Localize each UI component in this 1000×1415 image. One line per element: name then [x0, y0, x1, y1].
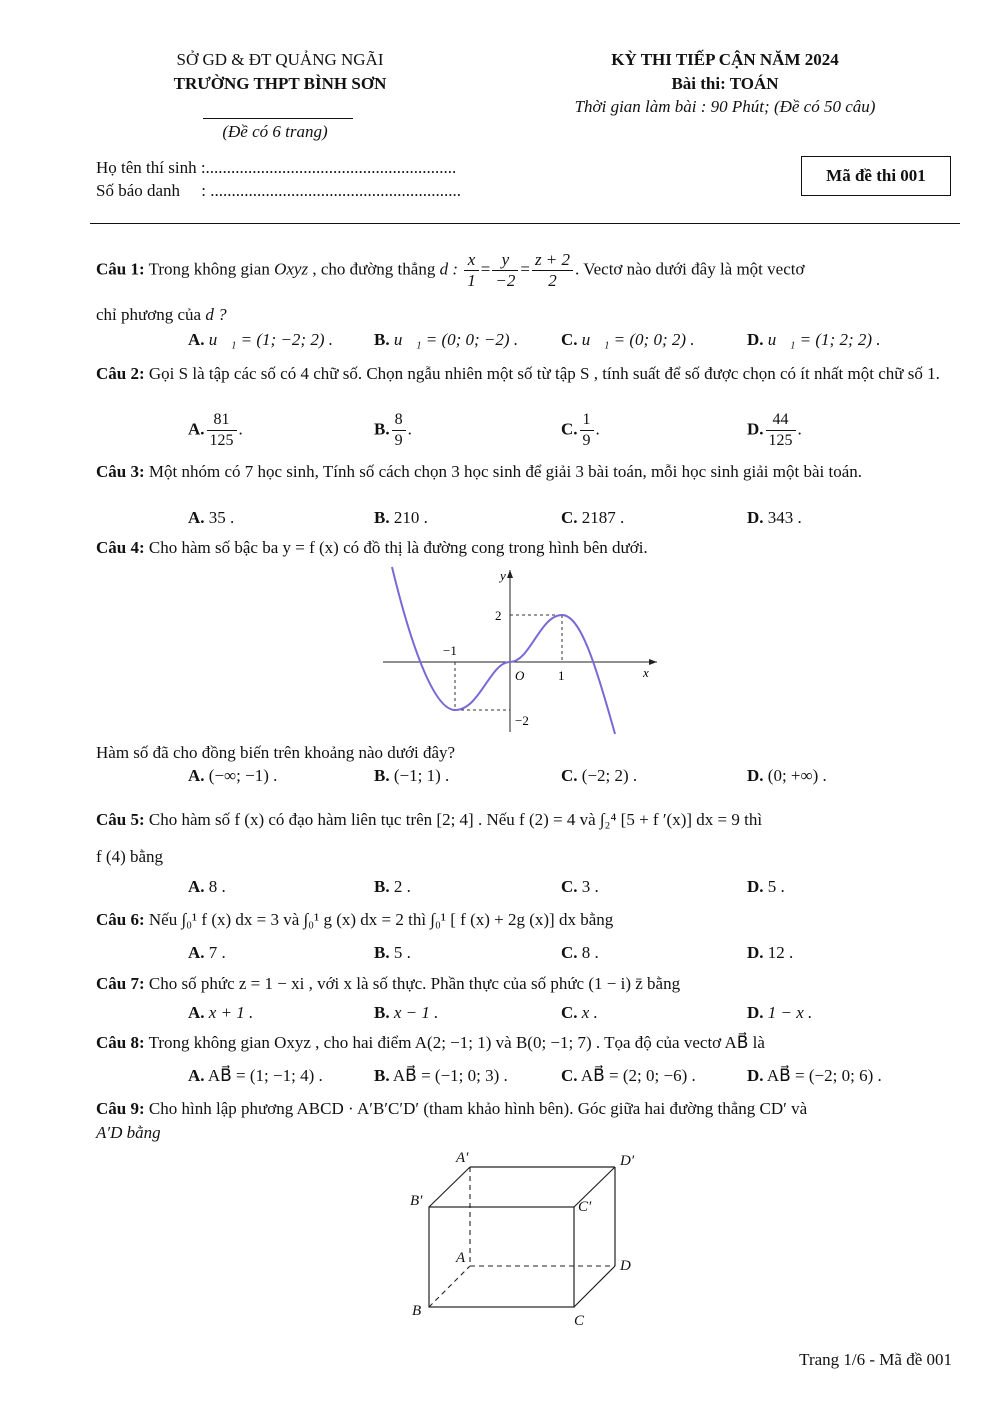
y-arrow-icon — [507, 570, 513, 578]
question-text: Nếu ∫₀¹ f (x) dx = 3 và ∫₀¹ g (x) dx = 2 thì ∫₀¹ [ f (x) + 2g (x)] dx bằng — [148, 910, 614, 929]
fraction: $\frac{z + 2}{2}$ — [532, 250, 573, 291]
question-text: Một nhóm có 7 học sinh, Tính số cách chọn 3 học sinh để giải 3 bài toán, mỗi học sinh giải một bài toán. — [148, 462, 863, 481]
question-label: Câu 6: — [96, 910, 145, 929]
x-arrow-icon — [649, 659, 657, 665]
question-9-line2: A′D bằng — [96, 1123, 161, 1142]
cube-figure — [400, 1145, 640, 1330]
x-label: x — [643, 665, 649, 680]
option-c[interactable]: C. AB⃗ = (2; 0; −6) . — [561, 1066, 696, 1085]
function-curve — [392, 567, 615, 734]
question-4 — [96, 536, 954, 559]
tick-2: 2 — [495, 608, 502, 623]
question-4-stem: Hàm số đã cho đồng biến trên khoảng nào dưới đây? — [96, 743, 456, 762]
cube-hidden-edge — [429, 1266, 470, 1307]
option-d[interactable]: D. (0; +∞) . — [747, 766, 827, 785]
option-c[interactable]: C. x . — [561, 1003, 598, 1022]
option-d[interactable]: D. 1 − x . — [747, 1003, 813, 1022]
option-b[interactable]: B. u⃗₁ = (0; 0; −2) . — [374, 330, 519, 349]
fraction: $\frac{x}{1}$ — [464, 250, 479, 291]
cube-front-face — [429, 1207, 574, 1307]
candidate-id-line: Số báo danh : ........................................................... — [96, 181, 462, 200]
question-3 — [96, 460, 954, 483]
page-footer: Trang 1/6 - Mã đề 001 — [799, 1350, 952, 1369]
question-text: Cho số phức z = 1 − xi , với x là số thực. Phần thực của số phức (1 − i) z̄ bằng — [148, 974, 681, 993]
header-rule — [90, 223, 960, 224]
option-d[interactable]: D. u⃗₁ = (1; 2; 2) . — [747, 330, 881, 349]
question-label: Câu 1: — [96, 259, 145, 279]
option-b[interactable]: B. AB⃗ = (−1; 0; 3) . — [374, 1066, 508, 1085]
option-d[interactable]: D. $\frac{44}{125}$ . — [747, 411, 802, 449]
question-text: Cho hàm số bậc ba y = f (x) có đồ thị là đường cong trong hình bên dưới. — [148, 538, 648, 557]
question-text: Gọi S là tập các số có 4 chữ số. Chọn ngẫu nhiên một số từ tập S , tính suất để số được chọn có ít nhất một chữ số 1. — [148, 364, 940, 383]
question-label: Câu 3: — [96, 462, 145, 481]
option-a[interactable]: A. x + 1 . — [188, 1003, 254, 1022]
option-d[interactable]: D. 5 . — [747, 877, 785, 896]
question-label: Câu 2: — [96, 364, 145, 383]
y-label: y — [500, 568, 506, 583]
option-b[interactable]: B. $\frac{8}{9}$ . — [374, 411, 412, 449]
question-label: Câu 8: — [96, 1033, 145, 1052]
question-text: Trong không gian — [148, 259, 275, 279]
cube-edge — [429, 1167, 470, 1207]
vertex-a: A — [456, 1250, 466, 1266]
option-a[interactable]: A. $\frac{81}{125}$ . — [188, 411, 243, 449]
option-d[interactable]: D. AB⃗ = (−2; 0; 6) . — [747, 1066, 882, 1085]
option-c[interactable]: C. $\frac{1}{9}$ . — [561, 411, 600, 449]
option-a[interactable]: A. 35 . — [188, 508, 235, 527]
school-name: TRƯỜNG THPT BÌNH SƠN — [173, 74, 387, 93]
vertex-d1: D′ — [620, 1153, 635, 1169]
question-label: Câu 9: — [96, 1099, 145, 1118]
tick-1: 1 — [558, 668, 565, 683]
question-1-line2: chỉ phương của d ? — [96, 305, 227, 324]
option-c[interactable]: C. 2187 . — [561, 508, 625, 527]
tick-minus-2: −2 — [515, 713, 529, 728]
option-c[interactable]: C. 3 . — [561, 877, 599, 896]
option-a[interactable]: A. u⃗₁ = (1; −2; 2) . — [188, 330, 334, 349]
question-9 — [96, 1097, 954, 1120]
question-label: Câu 5: — [96, 810, 145, 829]
option-b[interactable]: B. 210 . — [374, 508, 428, 527]
math-space: Oxyz — [274, 259, 309, 279]
question-text: Trong không gian Oxyz , cho hai điểm A(2; −1; 1) và B(0; −1; 7) . Tọa độ của vectơ AB⃗ là — [148, 1033, 765, 1052]
candidate-name-line: Họ tên thí sinh :........................................................... — [96, 158, 457, 177]
question-5-line2: f (4) bằng — [96, 847, 164, 866]
question-5 — [96, 808, 954, 831]
option-d[interactable]: D. 12 . — [747, 943, 794, 962]
question-6 — [96, 908, 954, 931]
vertex-a1: A′ — [456, 1150, 469, 1166]
vertex-c1: C′ — [578, 1199, 592, 1215]
option-b[interactable]: B. x − 1 . — [374, 1003, 439, 1022]
question-label: Câu 7: — [96, 974, 145, 993]
question-text: Cho hàm số f (x) có đạo hàm liên tục trên [2; 4] . Nếu f (2) = 4 và ∫₂⁴ [5 + f ′(x)] dx = 9 thì — [148, 810, 763, 829]
option-a[interactable]: A. AB⃗ = (1; −1; 4) . — [188, 1066, 323, 1085]
option-a[interactable]: A. (−∞; −1) . — [188, 766, 278, 785]
cubic-graph — [375, 562, 665, 737]
exam-subject: Bài thi: TOÁN — [671, 74, 779, 93]
option-c[interactable]: C. 8 . — [561, 943, 599, 962]
option-a[interactable]: A. 7 . — [188, 943, 226, 962]
option-c[interactable]: C. (−2; 2) . — [561, 766, 638, 785]
time-note: Thời gian làm bài : 90 Phút; (Đề có 50 câu) — [574, 97, 876, 116]
option-d[interactable]: D. 343 . — [747, 508, 802, 527]
pages-note: (Đề có 6 trang) — [222, 122, 328, 141]
vertex-b1: B′ — [410, 1193, 423, 1209]
vertex-c: C — [574, 1313, 585, 1329]
vertex-d: D — [620, 1258, 631, 1274]
question-7 — [96, 972, 954, 995]
line-name: d : — [439, 259, 459, 279]
header-divider — [203, 118, 353, 119]
exam-code-box: Mã đề thi 001 — [801, 156, 951, 196]
department-name: SỞ GD & ĐT QUẢNG NGÃI — [176, 50, 384, 69]
cube-edge — [574, 1266, 615, 1307]
option-c[interactable]: C. u⃗₁ = (0; 0; 2) . — [561, 330, 695, 349]
question-text: , cho đường thẳng — [308, 259, 440, 279]
option-b[interactable]: B. 5 . — [374, 943, 411, 962]
fraction: $\frac{y}{-2}$ — [492, 250, 518, 291]
question-text: . Vectơ nào dưới đây là một vectơ — [575, 259, 805, 279]
question-8 — [96, 1031, 954, 1054]
exam-title: KỲ THI TIẾP CẬN NĂM 2024 — [611, 50, 839, 69]
question-1: Câu 1: Trong không gian Oxyz , cho đường thẳng d : $\frac{x}{1}$ = $\frac{y}{-2}$ = $\frac{z + 2}{2}$ . Vectơ nào dưới đây là một vectơ — [96, 250, 805, 290]
origin-label: O — [515, 668, 525, 683]
question-2 — [96, 362, 954, 385]
option-b[interactable]: B. (−1; 1) . — [374, 766, 450, 785]
tick-minus-1: −1 — [443, 643, 457, 658]
option-b[interactable]: B. 2 . — [374, 877, 411, 896]
question-label: Câu 4: — [96, 538, 145, 557]
vertex-b: B — [412, 1303, 422, 1319]
option-a[interactable]: A. 8 . — [188, 877, 226, 896]
question-text: Cho hình lập phương ABCD · A′B′C′D′ (tham khảo hình bên). Góc giữa hai đường thẳng CD′ và — [148, 1099, 808, 1118]
